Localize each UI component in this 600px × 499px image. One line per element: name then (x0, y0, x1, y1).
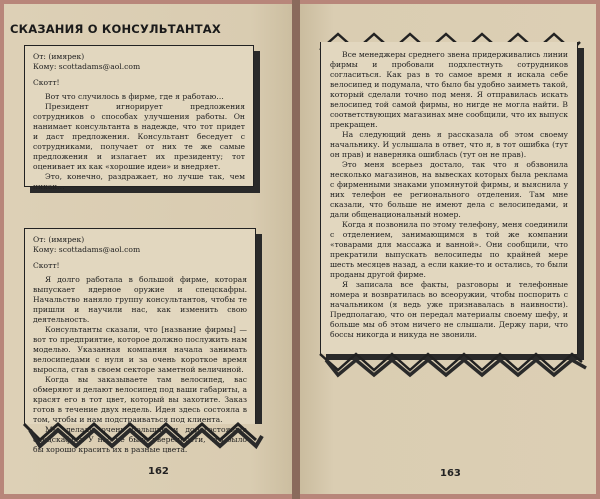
right-paragraph: На следующий день я рассказала об этом своему начальнику. И услышала в ответ, что я, в тот ошибка (тут он прав) и наверняка ошиблась (тут он не прав). (330, 130, 568, 159)
letter2-paragraph: Мы делали очень большие и дорогостоящие спецскафры. У нас не было уверенности, что было бы хорошо красить их в разные цвета. (33, 425, 247, 454)
letter1-box (24, 45, 254, 191)
left-zigzag-border (20, 420, 265, 450)
chapter-title: СКАЗАНИЯ О КОНСУЛЬТАНТАХ (10, 22, 221, 36)
right-paragraph: Все менеджеры среднего звена придерживались линии фирмы и пробовали подхлестнуть сотрудников согласиться. Как раз в то самое время я искала себе велосипед и подумала, что было бы удобно заиметь такой, который сделали точно под меня. Я отправилась искать велосипед той самой фирмы, но нигде не могла найти. В соответствующих магазинах мне сообщили, что их выпуск прекращен. (330, 50, 568, 129)
letter2-from: От: (имярек) (33, 235, 85, 244)
letter1-greeting: Скотт! (33, 78, 60, 87)
letter1-from: От: (имярек) (33, 52, 85, 61)
letter2-paragraph: Консультанты сказали, что [название фирмы] — вот то предприятие, которое должно послужить нам моделью. Указанная компания начала занимать велосипедами с нуля и за очень короткое время выросла, став в своем секторе заметной величиной. (33, 325, 247, 374)
letter1-to: Кому: scottadams@aol.com (33, 62, 141, 71)
letter1-paragraph: Вот что случилось в фирме, где я работаю… (45, 92, 224, 101)
right-page-number: 163 (440, 468, 461, 479)
right-paragraph: Я записала все факты, разговоры и телефонные номера и возвратилась во всеоружии, чтобы поспорить с начальником (я ведь уже признавалась в наивности). Предполагаю, что он передал материалы своему шефу, и больше мы об этом ничего не слышали. Держу пари, что боссы никогда и никуда не звонили. (330, 280, 568, 339)
letter2-greeting: Скотт! (33, 261, 60, 270)
book-gutter (292, 0, 300, 499)
letter2-box (24, 228, 256, 454)
right-paragraph: Это меня всерьез достало, так что я обзвонила несколько магазинов, на вывесках которых была реклама с фирменными знаками упомянутой фирмы, и выяснила у них телефон ее регионального отделения. Там мне сказали, что больше не имеют дела с велосипедами, и дали общенациональный номер. (330, 160, 568, 219)
right-text-body (330, 50, 568, 340)
right-paragraph: Когда я позвонила по этому телефону, меня соединили с отделением, занимающимся в той же компании «товарами для массажа и ванной». Они сообщили, что прекратили выпускать велосипеды по крайней мере шесть месяцев назад, а если какие-то и остались, то были проданы другой фирме. (330, 220, 568, 279)
letter2-paragraph: Я долго работала в большой фирме, которая выпускает ядерное оружие и спецскафры. Начальство наняло группу консультантов, чтобы те пришли и научили нас, как изменить свою деятельность. (33, 275, 247, 324)
letter1-paragraph: Это, конечно, раздражает, но лучше так, чем никак… (33, 172, 245, 191)
letter2-to: Кому: scottadams@aol.com (33, 245, 141, 254)
letter1-paragraph: Президент игнорирует предложения сотрудников о способах улучшения работы. Он нанимает консультанта в надежде, что тот придет и даст предложения. Консультант беседует с сотрудниками, получает от них те же самые предложения и излагает их президенту; тот оценивает их как «хорошие идеи» и внедряет. (33, 102, 245, 171)
right-bottom-zigzag-border (316, 348, 588, 376)
left-page-number: 162 (148, 466, 169, 477)
letter2-paragraph: Когда вы заказываете там велосипед, вас обмеряют и делают велосипед под ваши габариты, а красят его в тот цвет, который вы захотите. Заказ готов в течение двух недель. Идея здесь состояла в том, чтобы и нам подстраиваться под клиента. (33, 375, 247, 424)
